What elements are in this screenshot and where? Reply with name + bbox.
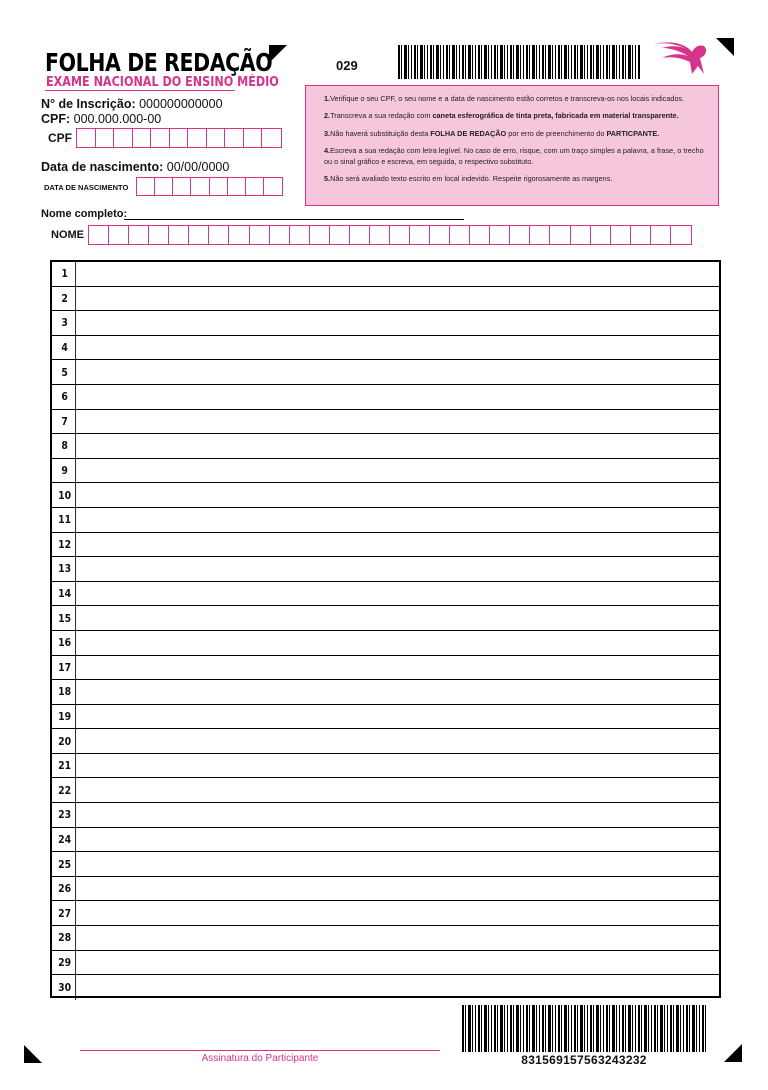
line-number: 25: [54, 852, 76, 876]
line-writing-space[interactable]: [78, 360, 719, 384]
essay-line[interactable]: [52, 410, 719, 435]
nome-label: Nome completo:: [41, 208, 128, 220]
line-number: 29: [54, 951, 76, 975]
essay-line[interactable]: [52, 287, 719, 312]
line-number: 23: [54, 803, 76, 827]
nascimento-boxes[interactable]: [136, 177, 283, 196]
line-number: 26: [54, 877, 76, 901]
line-number: 3: [54, 311, 76, 335]
line-writing-space[interactable]: [78, 606, 719, 630]
line-writing-space[interactable]: [78, 852, 719, 876]
nome-box-cell[interactable]: [390, 226, 410, 244]
essay-line[interactable]: [52, 803, 719, 828]
barcode-top: [398, 45, 640, 79]
essay-line[interactable]: [52, 434, 719, 459]
line-writing-space[interactable]: [78, 877, 719, 901]
instruction-text: Não será avaliado texto escrito em local indevido. Respeite rigorosamente as margens.: [330, 174, 613, 184]
line-number: 18: [54, 680, 76, 704]
essay-line[interactable]: [52, 557, 719, 582]
nascimento-label: Data de nascimento:: [41, 160, 164, 174]
line-writing-space[interactable]: [78, 778, 719, 802]
line-writing-space[interactable]: [78, 975, 719, 1000]
line-number: 4: [54, 336, 76, 360]
line-writing-space[interactable]: [78, 434, 719, 458]
essay-line[interactable]: [52, 533, 719, 558]
inscricao-value: 000000000000: [139, 97, 223, 111]
line-writing-space[interactable]: [78, 705, 719, 729]
essay-line[interactable]: [52, 926, 719, 951]
cpf-label: CPF:: [41, 112, 71, 126]
line-number: 5: [54, 360, 76, 384]
instruction-text: Não haverá substituição desta: [330, 128, 431, 138]
barcode-number: 831569157563243232: [521, 1053, 647, 1067]
instruction-item: [324, 94, 710, 104]
line-writing-space[interactable]: [78, 483, 719, 507]
line-writing-space[interactable]: [78, 828, 719, 852]
line-writing-space[interactable]: [78, 385, 719, 409]
nome-box-label: NOME: [51, 229, 84, 241]
line-writing-space[interactable]: [78, 459, 719, 483]
essay-line[interactable]: [52, 582, 719, 607]
line-number: 28: [54, 926, 76, 950]
essay-line[interactable]: [52, 778, 719, 803]
essay-line[interactable]: [52, 606, 719, 631]
instruction-text: Escreva a sua redação com letra legível. No caso de erro, risque, com um traço simples a palavra, a frase, o trecho ou o sinal gráfico e escreva, em seguida, o respectivo substituto.: [324, 146, 704, 166]
nome-box-cell[interactable]: [129, 226, 149, 244]
cpf-value: 000.000.000-00: [73, 112, 162, 126]
instruction-number: 4.: [324, 146, 331, 156]
line-writing-space[interactable]: [78, 926, 719, 950]
instruction-text: por erro de preenchimento do: [506, 128, 607, 138]
line-number: 13: [54, 557, 76, 581]
instruction-text: Verifique o seu CPF, o seu nome e a data de nascimento estão corretos e transcreva-os nos locais indicados.: [330, 94, 685, 103]
nome-line[interactable]: [124, 219, 464, 220]
line-number: 14: [54, 582, 76, 606]
essay-line[interactable]: [52, 311, 719, 336]
inscricao-field: [41, 97, 223, 111]
essay-line[interactable]: [52, 262, 719, 287]
nome-boxes[interactable]: [88, 225, 692, 245]
line-number: 1: [54, 262, 76, 286]
line-number: 7: [54, 410, 76, 434]
cpf-box-label: CPF: [48, 131, 72, 145]
essay-line[interactable]: [52, 828, 719, 853]
essay-line[interactable]: [52, 729, 719, 754]
instruction-text: FOLHA DE REDAÇÃO: [430, 128, 507, 138]
line-number: 19: [54, 705, 76, 729]
nome-box-cell[interactable]: [530, 226, 550, 244]
essay-line[interactable]: [52, 508, 719, 533]
instruction-text: Transcreva a sua redação com: [330, 111, 433, 121]
nome-box-cell[interactable]: [671, 226, 691, 244]
instruction-number: 3.: [324, 128, 331, 138]
instruction-item: [324, 111, 710, 121]
essay-line[interactable]: [52, 901, 719, 926]
instruction-item: [324, 174, 710, 184]
nascimento-field: [41, 160, 229, 174]
nome-box-cell[interactable]: [310, 226, 330, 244]
line-number: 10: [54, 483, 76, 507]
corner-mark-bottom-right: [724, 1044, 742, 1062]
line-writing-space[interactable]: [78, 803, 719, 827]
cpf-field: [41, 112, 161, 126]
line-number: 11: [54, 508, 76, 532]
line-number: 24: [54, 828, 76, 852]
line-writing-space[interactable]: [78, 631, 719, 655]
nome-box-cell[interactable]: [611, 226, 631, 244]
line-writing-space[interactable]: [78, 729, 719, 753]
nome-box-cell[interactable]: [89, 226, 109, 244]
essay-line[interactable]: [52, 483, 719, 508]
line-writing-space[interactable]: [78, 680, 719, 704]
line-writing-space[interactable]: [78, 311, 719, 335]
instruction-number: 1.: [324, 94, 331, 103]
line-number: 12: [54, 533, 76, 557]
line-number: 2: [54, 287, 76, 311]
subtitle-underline: [45, 90, 235, 91]
essay-line[interactable]: [52, 631, 719, 656]
line-number: 8: [54, 434, 76, 458]
line-number: 6: [54, 385, 76, 409]
inscricao-label: N° de Inscrição:: [41, 97, 136, 111]
essay-line[interactable]: [52, 336, 719, 361]
nascimento-value: 00/00/0000: [166, 160, 230, 174]
instruction-item: [324, 146, 710, 167]
nome-box-cell[interactable]: [470, 226, 490, 244]
essay-line[interactable]: [52, 975, 719, 1000]
nome-box-cell[interactable]: [510, 226, 530, 244]
nome-box-cell[interactable]: [591, 226, 611, 244]
nome-field: [41, 208, 127, 220]
instruction-number: 2.: [324, 111, 331, 121]
barcode-bottom: [462, 1005, 706, 1052]
line-number: 30: [54, 975, 76, 1000]
nome-box-cell[interactable]: [229, 226, 249, 244]
instruction-item: [324, 129, 710, 139]
line-writing-space[interactable]: [78, 508, 719, 532]
line-number: 17: [54, 656, 76, 680]
line-writing-space[interactable]: [78, 262, 719, 286]
eagle-logo-icon: [652, 38, 710, 76]
instructions-box: [305, 85, 719, 206]
essay-line[interactable]: [52, 385, 719, 410]
essay-line[interactable]: [52, 656, 719, 681]
essay-line[interactable]: [52, 459, 719, 484]
line-writing-space[interactable]: [78, 656, 719, 680]
signature-label: Assinatura do Participante: [201, 1053, 319, 1064]
essay-line[interactable]: [52, 360, 719, 385]
corner-mark-top-left: [269, 45, 287, 63]
essay-line[interactable]: [52, 852, 719, 877]
page-title: FOLHA DE REDAÇÃO: [45, 48, 273, 77]
essay-line[interactable]: [52, 951, 719, 976]
instruction-text: caneta esferográfica de tinta preta, fabricada em material transparente.: [432, 111, 679, 121]
line-number: 22: [54, 778, 76, 802]
essay-line[interactable]: [52, 705, 719, 730]
instruction-number: 5.: [324, 174, 331, 184]
essay-line[interactable]: [52, 680, 719, 705]
nascimento-box-label: DATA DE NASCIMENTO: [44, 183, 129, 192]
nome-box-cell[interactable]: [631, 226, 651, 244]
nome-box-cell[interactable]: [450, 226, 470, 244]
essay-line[interactable]: [52, 754, 719, 779]
nome-box-cell[interactable]: [410, 226, 430, 244]
line-number: 21: [54, 754, 76, 778]
line-writing-space[interactable]: [78, 557, 719, 581]
line-number: 15: [54, 606, 76, 630]
nome-box-cell[interactable]: [169, 226, 189, 244]
nome-box-cell[interactable]: [490, 226, 510, 244]
page-subtitle: EXAME NACIONAL DO ENSINO MÉDIO: [46, 75, 279, 90]
nome-box-cell[interactable]: [109, 226, 129, 244]
nome-box-cell[interactable]: [370, 226, 390, 244]
line-writing-space[interactable]: [78, 336, 719, 360]
sheet-code: 029: [336, 58, 358, 73]
nome-box-cell[interactable]: [350, 226, 370, 244]
line-writing-space[interactable]: [78, 533, 719, 557]
line-writing-space[interactable]: [78, 754, 719, 778]
line-writing-space[interactable]: [78, 582, 719, 606]
nome-box-cell[interactable]: [571, 226, 591, 244]
line-writing-space[interactable]: [78, 287, 719, 311]
line-number: 20: [54, 729, 76, 753]
line-number: 9: [54, 459, 76, 483]
nome-box-cell[interactable]: [209, 226, 229, 244]
line-writing-space[interactable]: [78, 951, 719, 975]
line-writing-space[interactable]: [78, 901, 719, 925]
nome-box-cell[interactable]: [651, 226, 671, 244]
nome-box-cell[interactable]: [430, 226, 450, 244]
line-number: 16: [54, 631, 76, 655]
line-writing-space[interactable]: [78, 410, 719, 434]
signature-line[interactable]: [80, 1050, 440, 1051]
cpf-boxes[interactable]: [76, 128, 282, 148]
nome-box-cell[interactable]: [189, 226, 209, 244]
instruction-text: PARTICPANTE.: [606, 128, 660, 138]
line-number: 27: [54, 901, 76, 925]
nome-box-cell[interactable]: [290, 226, 310, 244]
essay-line[interactable]: [52, 877, 719, 902]
corner-mark-bottom-left: [24, 1045, 42, 1063]
essay-lines: [50, 260, 721, 998]
corner-mark-top-right: [716, 38, 734, 56]
nome-box-cell[interactable]: [550, 226, 570, 244]
nome-box-cell[interactable]: [330, 226, 350, 244]
nome-box-cell[interactable]: [270, 226, 290, 244]
nome-box-cell[interactable]: [149, 226, 169, 244]
nome-box-cell[interactable]: [250, 226, 270, 244]
